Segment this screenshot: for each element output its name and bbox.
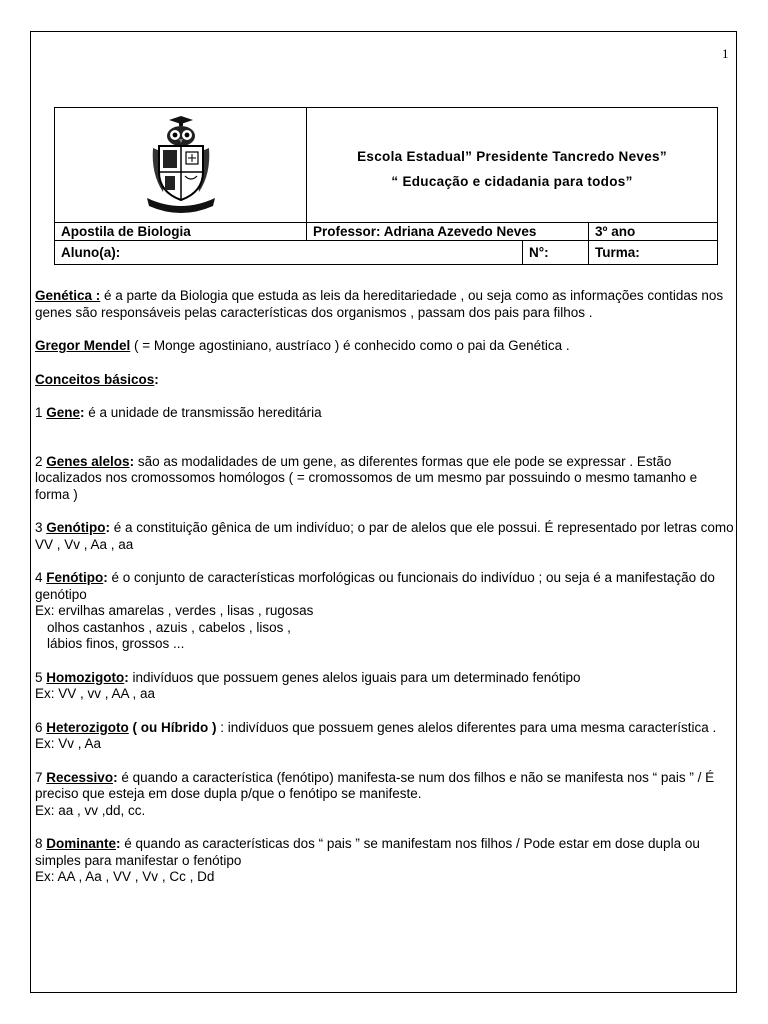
item-colon: : [113,769,118,785]
item-colon: : [80,405,85,420]
example-line: Ex: VV , vv , AA , aa [35,686,156,701]
conceitos-title: Conceitos básicos [35,371,155,387]
header-table [54,107,718,265]
definition-genetica: é a parte da Biologia que estuda as leis da hereditariedade , ou seja como as informações contidas nos genes são responsáveis pelas características dos organismos , passam dos pais para filhos . [35,288,724,320]
item-extra: ( ou Híbrido ) [128,719,217,735]
item-term: Dominante [46,836,117,851]
owl-shield-crest-icon [133,114,229,214]
item-term: Recessivo [46,769,114,785]
example-line: Ex: ervilhas amarelas , verdes , lisas , rugosas [35,603,314,618]
item-number: 5 [35,669,47,685]
paragraph-genetica [35,288,735,321]
item-term: Genótipo [46,520,106,535]
list-item [35,770,735,803]
example-line: lábios finos, grossos ... [47,636,185,651]
example-line: Ex: aa , vv ,dd, cc. [35,802,146,818]
item-term: Genes alelos [46,453,130,469]
school-cell [307,108,718,223]
item-colon: : [129,453,135,469]
item-number: 6 [35,719,47,735]
list-item [35,405,735,422]
grade-cell: 3º ano [589,223,718,241]
item-text: é quando as características dos “ pais ” se manifestam nos filhos / Pode estar em dose dupla ou simples para manifestar o fenótipo [35,836,700,868]
term-genetica: Genética : [35,288,101,303]
logo-cell [55,108,307,223]
school-motto: “ Educação e cidadania para todos” [391,174,633,189]
subject-cell: Apostila de Biologia [55,223,307,241]
item-text: é a unidade de transmissão hereditária [84,405,322,420]
item-number: 1 [35,405,47,420]
school-name: Escola Estadual” Presidente Tancredo Neves” [357,149,667,164]
list-item [35,836,735,869]
item-colon: : [124,669,129,685]
example-line: Ex: Vv , Aa [35,736,102,751]
item-number: 7 [35,769,47,785]
item-text: indivíduos que possuem genes alelos iguais para um determinado fenótipo [128,669,581,685]
item-term: Fenótipo [46,570,104,585]
item-text: é quando a característica (fenótipo) manifesta-se num dos filhos e não se manifesta nos “ pais ” / É preciso que esteja em dose dupla p/que o fenótipo se manifeste. [35,769,715,801]
example-line: olhos castanhos , azuis , cabelos , lisos , [47,619,291,635]
item-text: é a constituição gênica de um indivíduo; o par de alelos que ele possui. É representado por letras como VV , Vv , Aa , aa [35,520,734,552]
list-item [35,670,735,687]
item-text: é o conjunto de características morfológicas ou funcionais do indivíduo ; ou seja é a manifestação do genótipo [35,570,715,602]
list-item [35,454,735,504]
document-body [35,288,735,886]
item-number: 2 [35,453,47,469]
student-name-field[interactable]: Aluno(a): [55,241,523,265]
item-text: : indivíduos que possuem genes alelos diferentes para uma mesma característica . [216,719,717,735]
professor-cell: Professor: Adriana Azevedo Neves [307,223,589,241]
item-number: 4 [35,570,47,585]
list-item [35,570,735,603]
item-number: 8 [35,836,47,851]
item-colon: : [116,836,121,851]
list-item [35,520,735,553]
item-colon: : [105,520,111,535]
item-colon: : [103,570,108,585]
item-number: 3 [35,520,47,535]
paragraph-mendel [35,338,735,355]
item-term: Gene [46,405,81,420]
definition-mendel: ( = Monge agostiniano, austríaco ) é conhecido como o pai da Genética . [130,338,570,353]
student-number-field[interactable]: N°: [523,241,589,265]
item-text: são as modalidades de um gene, as diferentes formas que ele pode se expressar . Estão localizados nos cromossomos homólogos ( = cromossomos de um mesmo par possuindo o mesmo tamanho e forma ) [35,453,698,502]
list-item [35,720,735,737]
conceitos-colon: : [154,371,159,387]
section-title-conceitos [35,372,735,389]
example-line: Ex: AA , Aa , VV , Vv , Cc , Dd [35,869,215,884]
item-term: Heterozigoto [46,719,129,735]
term-mendel: Gregor Mendel [35,338,131,353]
page-number: 1 [722,46,729,61]
class-field[interactable]: Turma: [589,241,718,265]
item-term: Homozigoto [46,669,125,685]
